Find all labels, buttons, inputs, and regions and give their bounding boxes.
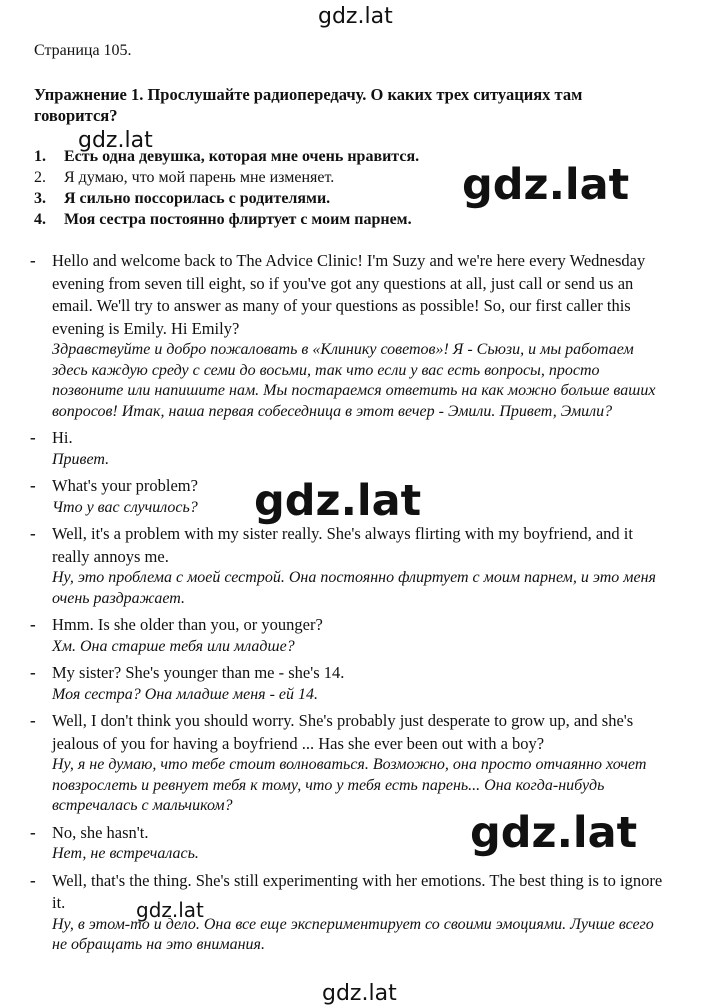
dialog-turn	[30, 523, 670, 609]
dialog-translation: Хм. Она старше тебя или младше?	[52, 637, 295, 655]
dialog-english: Hello and welcome back to The Advice Clinic! I'm Suzy and we're here every Wednesday evening from seven till eight, so if you've got any questions at all, just call or send us an email. We'll try to answer as many of your questions as possible! So, our first caller this evening is Emily. Hi Emily?	[52, 251, 646, 338]
option-text: Я сильно поссорилась с родителями.	[64, 190, 331, 207]
dialog-dash: -	[30, 476, 36, 495]
option-number: 1.	[34, 148, 46, 165]
option-text: Есть одна девушка, которая мне очень нравится.	[64, 148, 420, 165]
dialog-turn	[30, 475, 670, 518]
watermark-top: gdz.lat	[318, 4, 393, 29]
dialog-translation: Моя сестра? Она младше меня - ей 14.	[52, 685, 319, 703]
dialog-dash: -	[30, 870, 36, 890]
dialog-translation: Ну, это проблема с моей сестрой. Она постоянно флиртует с моим парнем, и это меня очень раздражает.	[52, 569, 656, 607]
dialog-english: Well, it's a problem with my sister really. She's always flirting with my boyfriend, and it really annoys me.	[52, 524, 633, 566]
option-item	[34, 188, 419, 209]
dialog-dash: -	[30, 711, 36, 730]
dialog-english: No, she hasn't.	[52, 822, 149, 842]
dialog-dash: -	[30, 428, 36, 447]
option-text: Моя сестра постоянно флиртует с моим парнем.	[64, 211, 412, 228]
watermark-large-2: gdz.lat	[254, 476, 422, 526]
option-item	[34, 167, 419, 188]
dialog-english: Hi.	[52, 428, 73, 447]
dialog-turn	[30, 662, 670, 705]
option-number: 2.	[34, 169, 46, 186]
watermark-small: gdz.lat	[136, 898, 204, 922]
dialog-dash: -	[30, 822, 36, 842]
dialog-dash: -	[30, 251, 36, 270]
dialog-dash: -	[30, 663, 36, 682]
watermark-large-1: gdz.lat	[462, 160, 630, 210]
exercise-title: Упражнение 1. Прослушайте радиопередачу. О каких трех ситуациях там говорится?	[34, 85, 583, 125]
watermark-large-3: gdz.lat	[470, 808, 638, 858]
dialog-translation: Ну, я не думаю, что тебе стоит волноваться. Возможно, она просто отчаянно хочет повзрослеть и ревнует тебя к тому, что у тебя есть парень... Она когда-нибудь встречалась с мальчиком?	[52, 756, 647, 814]
option-number: 4.	[34, 211, 46, 228]
dialog-turn	[30, 870, 670, 956]
option-number: 3.	[34, 190, 46, 207]
option-item	[34, 146, 419, 167]
dialog-turn	[30, 710, 670, 817]
dialog-translation: Нет, не встречалась.	[52, 845, 199, 862]
dialog-english: Well, that's the thing. She's still experimenting with her emotions. The best thing is to ignore it.	[52, 870, 663, 912]
option-item	[34, 209, 419, 230]
dialog-english: What's your problem?	[52, 476, 198, 495]
watermark-left: gdz.lat	[78, 128, 153, 153]
dialog-turn	[30, 822, 670, 865]
dialog-translation: Привет.	[52, 450, 110, 468]
option-text: Я думаю, что мой парень мне изменяет.	[64, 169, 335, 186]
dialog-translation: Здравствуйте и добро пожаловать в «Клинику советов»! Я - Сьюзи, и мы работаем здесь каждую среду с семи до восьми, так что если у вас есть вопросы, просто позвоните или напишите нам. Мы постараемся ответить на как можно больше ваших вопросов! Итак, наша первая собеседница в этот вечер - Эмили. Привет, Эмили?	[52, 341, 656, 420]
page-label: Страница 105.	[34, 42, 132, 59]
dialog-dash: -	[30, 524, 36, 543]
dialog-english: My sister? She's younger than me - she's 14.	[52, 663, 345, 682]
dialog-english: Hmm. Is she older than you, or younger?	[52, 615, 323, 634]
dialog-turn	[30, 614, 670, 657]
exercise-options	[34, 146, 419, 230]
dialog-translation: Ну, в этом-то и дело. Она все еще экспериментирует со своими эмоциями. Лучше всего не обращать на это внимания.	[52, 915, 654, 953]
dialog	[30, 250, 670, 961]
dialog-english: Well, I don't think you should worry. She's probably just desperate to grow up, and she's jealous of you for having a boyfriend ... Has she ever been out with a boy?	[52, 711, 634, 753]
watermark-bottom: gdz.lat	[322, 981, 397, 1006]
dialog-translation: Что у вас случилось?	[52, 498, 198, 516]
dialog-turn	[30, 250, 670, 422]
dialog-turn	[30, 427, 670, 470]
dialog-dash: -	[30, 615, 36, 634]
